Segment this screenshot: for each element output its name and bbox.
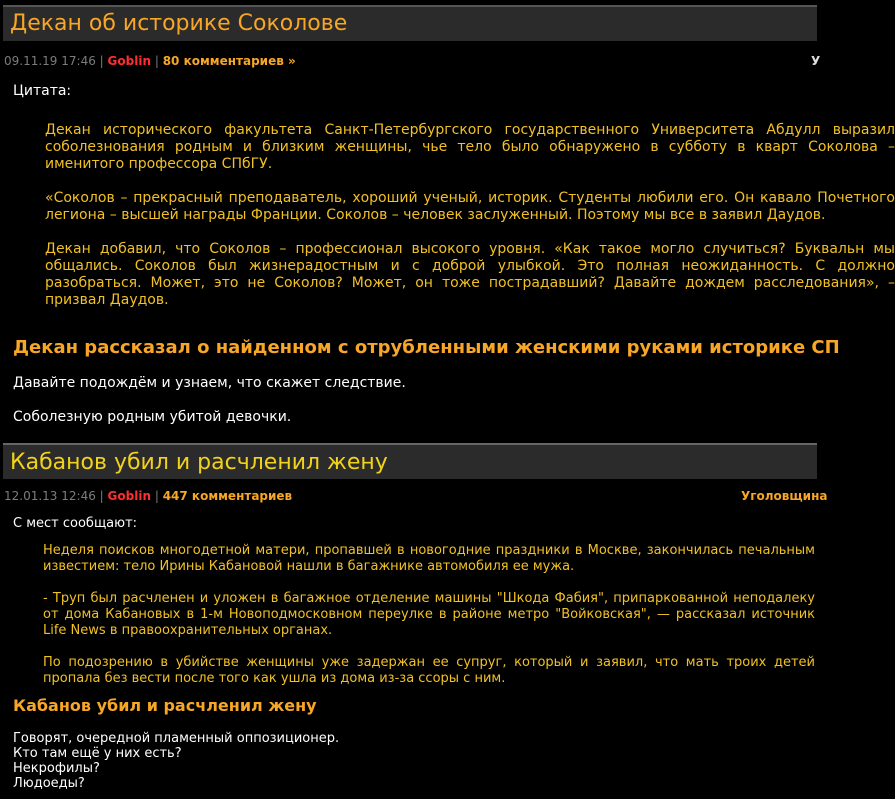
quote-paragraph: «Соколов – прекрасный преподаватель, хороший ученый, историк. Студенты любили его. Он кавало Почетного легиона – высшей награды Франции. Соколов – человек заслуженный. Поэтому мы все в заявил Даудов. bbox=[45, 190, 895, 223]
category-link[interactable]: У bbox=[811, 54, 821, 68]
comments-link[interactable]: 447 комментариев bbox=[162, 489, 293, 503]
quote-block bbox=[43, 543, 815, 703]
quote-paragraph: Декан добавил, что Соколов – профессионал высокого уровня. «Как такое могло случиться? Буквальн мы общались. Соколов был жизнерадостным и с доброй улыбкой. Это полная неожиданность. С должно разобраться. Может, это не Соколов? Может, он тоже пострадавший? Давайте дождем расследования», – призвал Даудов. bbox=[45, 241, 895, 308]
comment-text: Давайте подождём и узнаем, что скажет следствие. bbox=[13, 375, 406, 391]
comment-text bbox=[13, 731, 339, 791]
quote-block bbox=[45, 122, 895, 326]
comment-line: Некрофилы? bbox=[13, 761, 100, 776]
article-headline-link[interactable]: Кабанов убил и расчленил жену bbox=[13, 696, 317, 715]
meta-separator: | bbox=[154, 489, 159, 503]
quote-paragraph: По подозрению в убийстве женщины уже задержан ее супруг, который и заявил, что мать троих детей пропала без вести после того как ушла из дома из-за ссоры с ним. bbox=[43, 655, 815, 686]
meta-separator: | bbox=[154, 54, 159, 68]
quote-paragraph: Декан исторического факультета Санкт-Петербургского государственного Университета Абдулл выразил соболезнования родным и близким женщины, чье тело было обнаружено в субботу в кварт Соколова – именитого профессора СПбГУ. bbox=[45, 122, 895, 172]
post-title-text[interactable]: Декан об историке Соколове bbox=[10, 11, 348, 36]
post-title[interactable] bbox=[3, 5, 817, 41]
meta-separator: | bbox=[99, 489, 104, 503]
meta-separator: | bbox=[99, 54, 104, 68]
comment-line: Кто там ещё у них есть? bbox=[13, 746, 182, 761]
comment-text: Соболезную родным убитой девочки. bbox=[13, 409, 292, 425]
quote-label: Цитата: bbox=[13, 83, 72, 99]
comments-link[interactable]: 80 комментариев » bbox=[162, 54, 296, 68]
post-meta bbox=[4, 54, 296, 68]
post-meta bbox=[4, 489, 292, 503]
post-date: 12.01.13 12:46 bbox=[4, 489, 96, 503]
article-headline-link[interactable]: Декан рассказал о найденном с отрубленными женскими руками историке СП bbox=[13, 337, 840, 358]
category-link[interactable]: Уголовщина bbox=[741, 489, 828, 503]
quote-label: С мест сообщают: bbox=[13, 516, 138, 531]
post-title[interactable] bbox=[3, 443, 817, 479]
post-title-text[interactable]: Кабанов убил и расчленил жену bbox=[10, 450, 388, 475]
author-link[interactable]: Goblin bbox=[107, 54, 151, 68]
quote-paragraph: Неделя поисков многодетной матери, пропавшей в новогодние праздники в Москве, закончилась печальным известием: тело Ирины Кабановой нашли в багажнике автомобиля ее мужа. bbox=[43, 543, 815, 574]
quote-paragraph: - Труп был расчленен и уложен в багажное отделение машины "Шкода Фабия", припаркованной неподалеку от дома Кабановых в 1-м Новоподмосковном переулке в районе метро "Войковская", — рассказал источник Life News в правоохранительных органах. bbox=[43, 591, 815, 638]
post-date: 09.11.19 17:46 bbox=[4, 54, 96, 68]
comment-line: Людоеды? bbox=[13, 776, 85, 791]
author-link[interactable]: Goblin bbox=[107, 489, 151, 503]
comment-line: Говорят, очередной пламенный оппозиционер. bbox=[13, 731, 340, 746]
